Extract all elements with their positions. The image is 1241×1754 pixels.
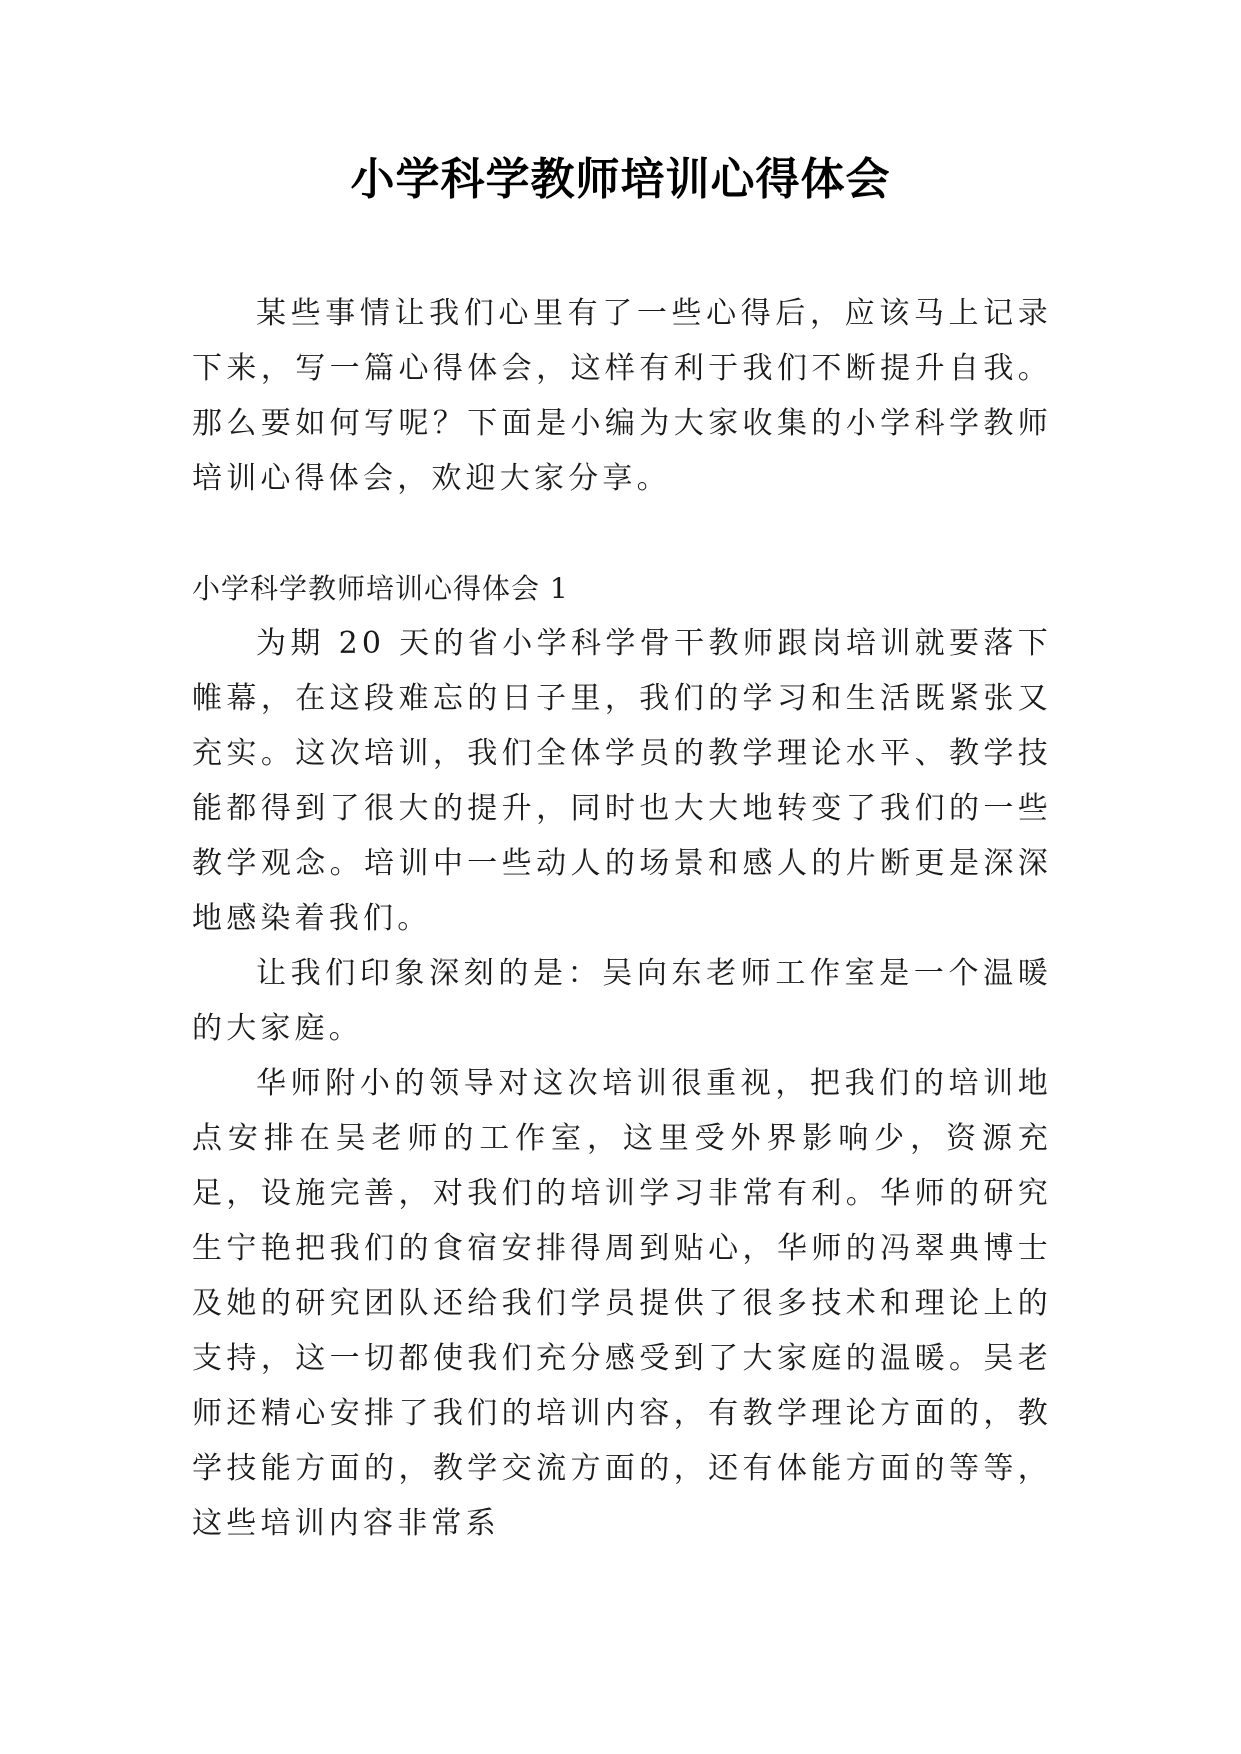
document-body [192,286,1052,1551]
body-paragraph: 华师附小的领导对这次培训很重视，把我们的培训地点安排在吴老师的工作室，这里受外界影响少，资源充足，设施完善，对我们的培训学习非常有利。华师的研究生宁艳把我们的食宿安排得周到贴心，华师的冯翠典博士及她的研究团队还给我们学员提供了很多技术和理论上的支持，这一切都使我们充分感受到了大家庭的温暖。吴老师还精心安排了我们的培训内容，有教学理论方面的，教学技能方面的，教学交流方面的，还有体能方面的等等，这些培训内容非常系 [192,1066,1052,1541]
body-paragraph: 为期 20 天的省小学科学骨干教师跟岗培训就要落下帷幕，在这段难忘的日子里，我们的学习和生活既紧张又充实。这次培训，我们全体学员的教学理论水平、教学技能都得到了很大的提升，同时也大大地转变了我们的一些教学观念。培训中一些动人的场景和感人的片断更是深深地感染着我们。 [192,626,1052,936]
section-heading: 小学科学教师培训心得体会 1 [192,572,569,605]
intro-paragraph: 某些事情让我们心里有了一些心得后，应该马上记录下来，写一篇心得体会，这样有利于我们不断提升自我。那么要如何写呢？下面是小编为大家收集的小学科学教师培训心得体会，欢迎大家分享。 [192,296,1052,496]
document-title: 小学科学教师培训心得体会 [350,154,891,205]
body-paragraph: 让我们印象深刻的是：吴向东老师工作室是一个温暖的大家庭。 [192,956,1052,1046]
